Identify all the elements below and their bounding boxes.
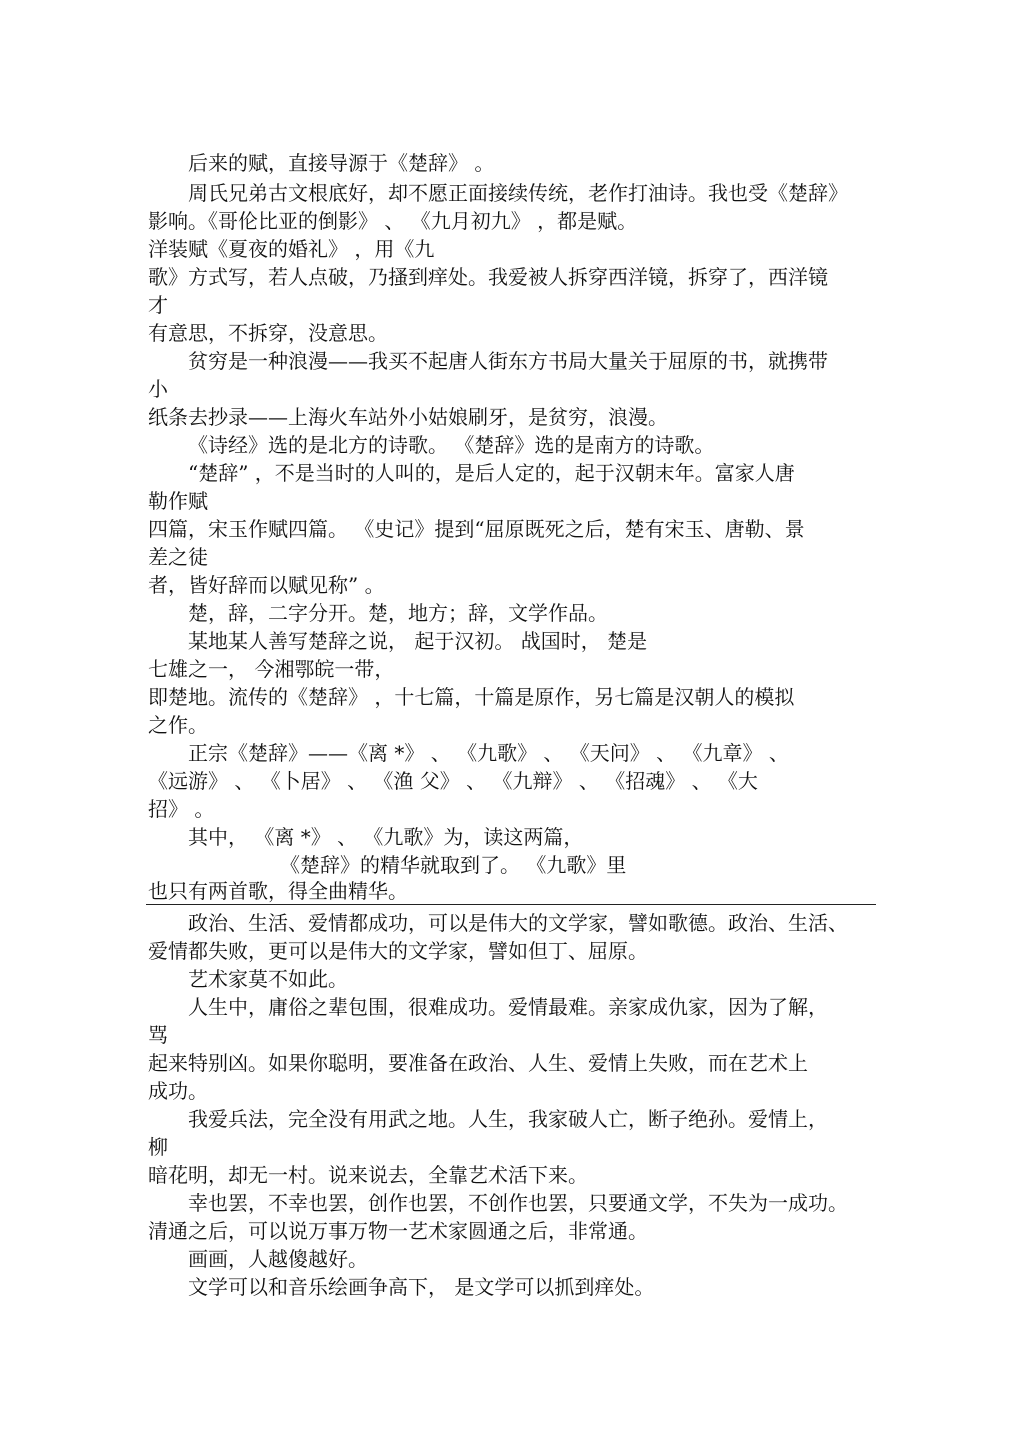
text-line-10: 纸条去抄录——上海火车站外小姑娘刷牙，是贫穷，浪漫。 [148, 405, 668, 429]
text-line-6: 才 [148, 293, 168, 317]
text-line-31: 人生中，庸俗之辈包围，很难成功。爱情最难。亲家成仇家，因为了解， [188, 995, 828, 1019]
text-line-1: 后来的赋，直接导源于《楚辞》 。 [188, 151, 495, 175]
text-line-5: 歌》方式写，若人点破，乃搔到痒处。我爱被人拆穿西洋镜，拆穿了，西洋镜 [148, 265, 828, 289]
text-line-19: 七雄之一， 今湘鄂皖一带， [148, 657, 395, 681]
text-line-38: 幸也罢，不幸也罢，创作也罢，不创作也罢，只要通文学，不失为一成功。 [188, 1191, 848, 1215]
text-line-25: 其中， 《离 *》 、 《九歌》为，读这两篇， [188, 825, 584, 849]
text-line-18: 某地某人善写楚辞之说， 起于汉初。 战国时， 楚是 [188, 629, 648, 653]
text-line-15: 差之徒 [148, 545, 208, 569]
text-line-22: 正宗《楚辞》——《离 *》 、 《九歌》 、 《天问》 、 《九章》 、 [188, 741, 789, 765]
text-line-12: “楚辞” ，不是当时的人叫的，是后人定的，起于汉朝末年。富家人唐 [188, 461, 795, 485]
text-line-29: 爱情都失败，更可以是伟大的文学家，譬如但丁、屈原。 [148, 939, 648, 963]
text-line-33: 起来特别凶。如果你聪明，要准备在政治、人生、爱情上失败，而在艺术上 [148, 1051, 808, 1075]
text-line-7: 有意思，不拆穿，没意思。 [148, 321, 388, 345]
text-line-14: 四篇，宋玉作赋四篇。 《史记》提到“屈原既死之后，楚有宋玉、唐勒、景 [148, 517, 805, 541]
text-line-28: 政治、生活、爱情都成功，可以是伟大的文学家，譬如歌德。政治、生活、 [188, 911, 848, 935]
text-line-9: 小 [148, 377, 168, 401]
text-line-2: 周氏兄弟古文根底好，却不愿正面接续传统，老作打油诗。我也受《楚辞》 [188, 181, 848, 205]
text-line-35: 我爱兵法，完全没有用武之地。人生，我家破人亡，断子绝孙。爱情上， [188, 1107, 828, 1131]
text-line-4: 洋装赋《夏夜的婚礼》 ，用《九 [148, 237, 435, 261]
text-line-11: 《诗经》选的是北方的诗歌。 《楚辞》选的是南方的诗歌。 [188, 433, 715, 457]
horizontal-divider [146, 904, 876, 905]
text-line-13: 勒作赋 [148, 489, 208, 513]
text-line-39: 清通之后，可以说万事万物一艺术家圆通之后，非常通。 [148, 1219, 648, 1243]
text-line-26: 《楚辞》的精华就取到了。 《九歌》里 [280, 853, 627, 877]
text-line-36: 柳 [148, 1135, 168, 1159]
text-line-16: 者，皆好辞而以赋见称” 。 [148, 573, 385, 597]
text-line-20: 即楚地。流传的《楚辞》 ，十七篇，十篇是原作，另七篇是汉朝人的模拟 [148, 685, 795, 709]
text-line-24: 招》 。 [148, 797, 215, 821]
text-line-27: 也只有两首歌，得全曲精华。 [148, 879, 408, 903]
text-line-23: 《远游》 、 《卜居》 、 《渔 父》 、 《九辩》 、 《招魂》 、 《大 [148, 769, 758, 793]
text-line-21: 之作。 [148, 713, 208, 737]
text-line-30: 艺术家莫不如此。 [188, 967, 348, 991]
text-line-34: 成功。 [148, 1079, 208, 1103]
text-line-3: 影响。《哥伦比亚的倒影》 、 《九月初九》 ，都是赋。 [148, 209, 638, 233]
text-line-32: 骂 [148, 1023, 168, 1047]
text-line-41: 文学可以和音乐绘画争高下， 是文学可以抓到痒处。 [188, 1275, 655, 1299]
text-line-40: 画画，人越傻越好。 [188, 1247, 368, 1271]
text-line-37: 暗花明，却无一村。说来说去，全靠艺术活下来。 [148, 1163, 588, 1187]
text-line-17: 楚，辞，二字分开。楚，地方；辞，文学作品。 [188, 601, 608, 625]
text-line-8: 贫穷是一种浪漫——我买不起唐人街东方书局大量关于屈原的书，就携带 [188, 349, 828, 373]
